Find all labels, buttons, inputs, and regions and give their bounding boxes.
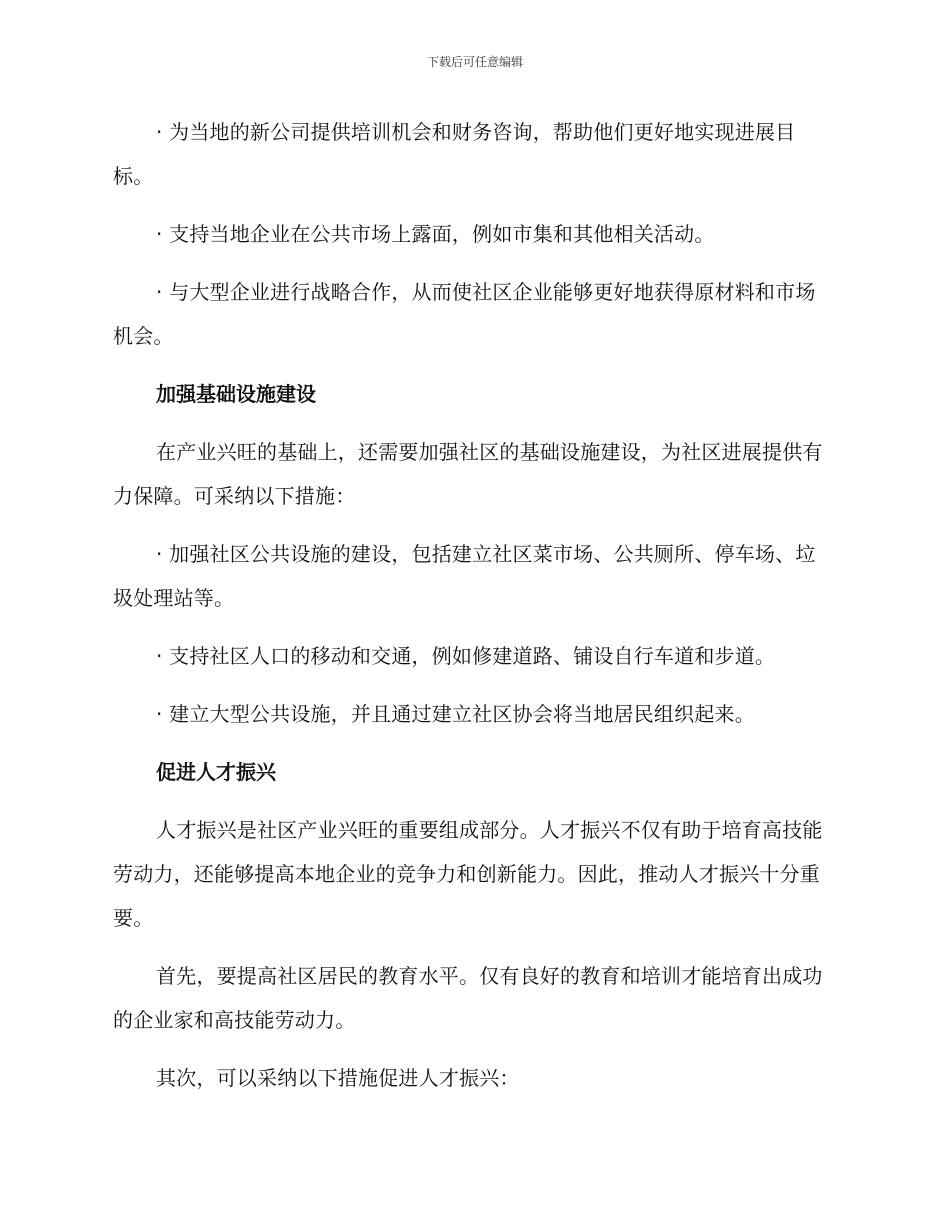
bullet-item: · 加强社区公共设施的建设，包括建立社区菜市场、公共厕所、停车场、垃圾处理站等。: [113, 542, 816, 610]
paragraph: 首先，要提高社区居民的教育水平。仅有良好的教育和培训才能培育出成功的企业家和高技能劳动力。: [113, 964, 823, 1032]
bullet-item: · 建立大型公共设施，并且通过建立社区协会将当地居民组织起来。: [156, 702, 755, 726]
document-body: [113, 110, 835, 1114]
paragraph: 在产业兴旺的基础上，还需要加强社区的基础设施建设，为社区进展提供有力保障。可采纳以下措施：: [113, 440, 823, 508]
bullet-item: · 支持社区人口的移动和交通，例如修建道路、铺设自行车道和步道。: [156, 644, 776, 668]
bullet-item: · 为当地的新公司提供培训机会和财务咨询，帮助他们更好地实现进展目标。: [113, 120, 796, 188]
paragraph: 其次，可以采纳以下措施促进人才振兴：: [156, 1066, 520, 1090]
bullet-item: · 与大型企业进行战略合作，从而使社区企业能够更好地获得原材料和市场机会。: [113, 280, 816, 348]
page-header: 下载后可任意编辑: [426, 55, 523, 69]
section-heading: 加强基础设施建设: [156, 382, 316, 406]
section-heading: 促进人才振兴: [156, 760, 276, 784]
bullet-item: · 支持当地企业在公共市场上露面，例如市集和其他相关活动。: [156, 222, 715, 246]
paragraph: 人才振兴是社区产业兴旺的重要组成部分。人才振兴不仅有助于培育高技能劳动力，还能够提高本地企业的竞争力和创新能力。因此，推动人才振兴十分重要。: [113, 818, 823, 930]
